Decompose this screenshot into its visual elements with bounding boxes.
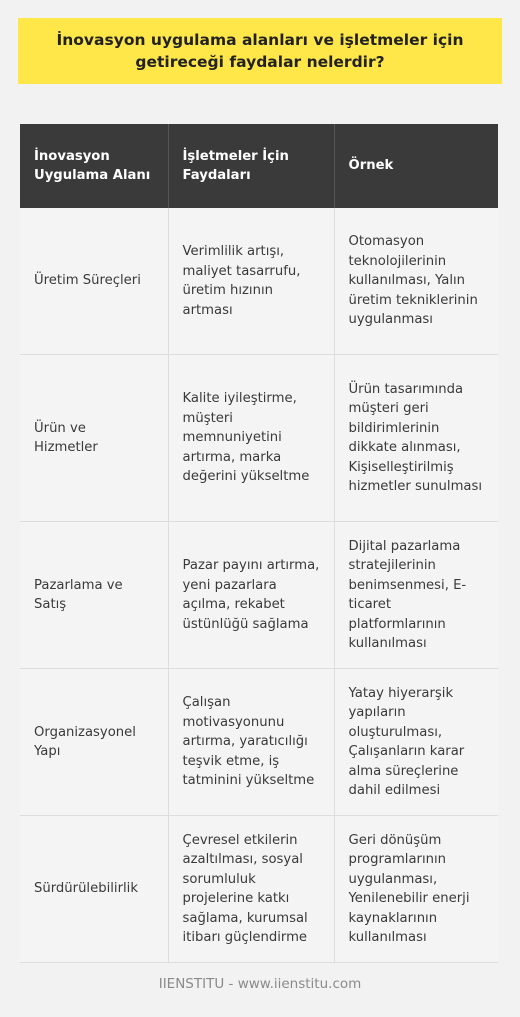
cell-area: Ürün ve Hizmetler <box>20 355 168 522</box>
cell-benefits: Pazar payını artırma, yeni pazarlara açılma, rekabet üstünlüğü sağlama <box>168 522 334 669</box>
cell-example: Dijital pazarlama stratejilerinin benimsenmesi, E-ticaret platformlarının kullanılması <box>334 522 498 669</box>
cell-example: Yatay hiyerarşik yapıların oluşturulması, Çalışanların karar alma süreçlerine dahil edilmesi <box>334 669 498 816</box>
table-row <box>20 208 498 355</box>
comparison-table <box>20 124 498 963</box>
table-row <box>20 355 498 522</box>
table-header-row <box>20 124 498 208</box>
cell-area: Organizasyonel Yapı <box>20 669 168 816</box>
page-title: İnovasyon uygulama alanları ve işletmeler için getireceği faydalar nelerdir? <box>18 18 502 84</box>
cell-benefits: Çevresel etkilerin azaltılması, sosyal sorumluluk projelerine katkı sağlama, kurumsal itibarı güçlendirme <box>168 816 334 963</box>
footer-credit: IIENSTITU - www.iienstitu.com <box>158 976 362 992</box>
column-header-example: Örnek <box>334 124 498 208</box>
cell-example: Otomasyon teknolojilerinin kullanılması, Yalın üretim tekniklerinin uygulanması <box>334 208 498 355</box>
table-row <box>20 669 498 816</box>
table-row <box>20 816 498 963</box>
table-row <box>20 522 498 669</box>
column-header-benefits: İşletmeler İçin Faydaları <box>168 124 334 208</box>
cell-area: Pazarlama ve Satış <box>20 522 168 669</box>
cell-example: Ürün tasarımında müşteri geri bildirimlerinin dikkate alınması, Kişiselleştirilmiş hizmetler sunulması <box>334 355 498 522</box>
cell-example: Geri dönüşüm programlarının uygulanması, Yenilenebilir enerji kaynaklarının kullanılması <box>334 816 498 963</box>
cell-area: Sürdürülebilirlik <box>20 816 168 963</box>
cell-benefits: Kalite iyileştirme, müşteri memnuniyetini artırma, marka değerini yükseltme <box>168 355 334 522</box>
cell-benefits: Çalışan motivasyonunu artırma, yaratıcılığı teşvik etme, iş tatminini yükseltme <box>168 669 334 816</box>
cell-benefits: Verimlilik artışı, maliyet tasarrufu, üretim hızının artması <box>168 208 334 355</box>
cell-area: Üretim Süreçleri <box>20 208 168 355</box>
column-header-area: İnovasyon Uygulama Alanı <box>20 124 168 208</box>
